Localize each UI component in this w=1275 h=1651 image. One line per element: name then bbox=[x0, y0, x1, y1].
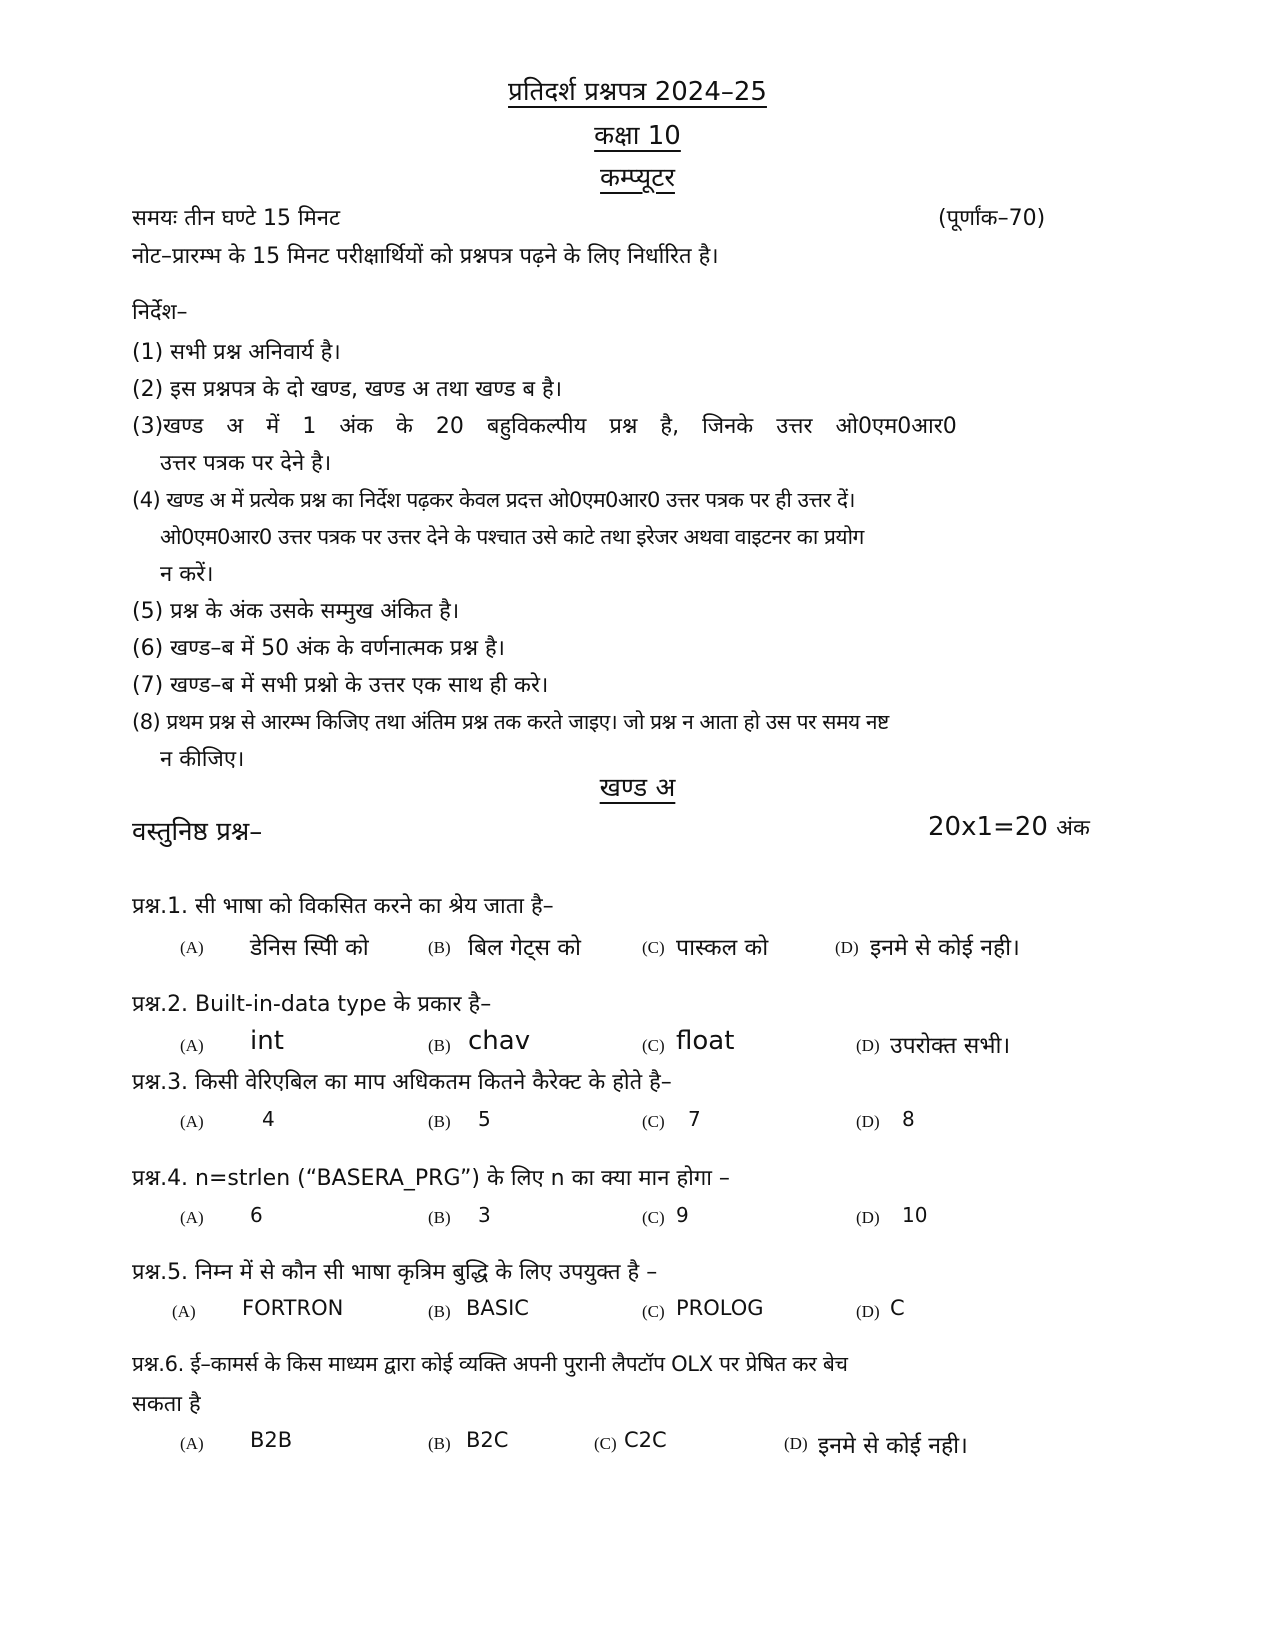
instruction-item: (5) प्रश्न के अंक उसके सम्मुख अंकित है। bbox=[132, 599, 460, 624]
instruction-item: (6) खण्ड–ब में 50 अंक के वर्णनात्मक प्रश्न है। bbox=[132, 636, 506, 661]
instructions-heading: निर्देश– bbox=[132, 300, 188, 325]
option-label: (D) bbox=[856, 1112, 880, 1131]
paper-title: प्रतिदर्श प्रश्नपत्र 2024–25 bbox=[508, 77, 767, 107]
subject-title: कम्प्यूटर bbox=[600, 163, 675, 193]
option-value: 4 bbox=[262, 1107, 275, 1131]
reading-time-note: नोट–प्रारम्भ के 15 मिनट परीक्षार्थियों को प्रश्नपत्र पढ़ने के लिए निर्धारित है। bbox=[132, 244, 719, 269]
option-value: B2B bbox=[250, 1428, 293, 1452]
option-value: C2C bbox=[624, 1428, 667, 1452]
instruction-item: (2) इस प्रश्नपत्र के दो खण्ड, खण्ड अ तथा खण्ड ब है। bbox=[132, 377, 563, 402]
option-value: 5 bbox=[478, 1107, 491, 1131]
option-value: 7 bbox=[688, 1107, 701, 1131]
objective-heading: वस्तुनिष्ठ प्रश्न– bbox=[132, 817, 263, 847]
option-value: बिल गेट्स को bbox=[468, 935, 582, 961]
option-label: (D) bbox=[784, 1434, 808, 1453]
instruction-item: (1) सभी प्रश्न अनिवार्य है। bbox=[132, 340, 341, 365]
question-text: प्रश्न.2. Built-in-data type के प्रकार है– bbox=[132, 992, 492, 1017]
option-label: (D) bbox=[856, 1302, 880, 1321]
question-text: प्रश्न.1. सी भाषा को विकसित करने का श्रेय जाता है– bbox=[132, 894, 554, 919]
option-label: (C) bbox=[642, 938, 665, 957]
option-label: (B) bbox=[428, 938, 451, 957]
option-value: 6 bbox=[250, 1203, 263, 1227]
option-value: उपरोक्त सभी। bbox=[890, 1033, 1011, 1059]
instruction-item: उत्तर पत्रक पर देने है। bbox=[160, 451, 332, 476]
instruction-item: (8) प्रथम प्रश्न से आरम्भ किजिए तथा अंतिम प्रश्न तक करते जाइए। जो प्रश्न न आता हो उस पर समय नष्ट bbox=[132, 710, 889, 734]
option-value: chav bbox=[468, 1026, 531, 1056]
option-value: BASIC bbox=[466, 1296, 529, 1320]
option-label: (B) bbox=[428, 1208, 451, 1227]
option-label: (A) bbox=[180, 938, 204, 957]
option-value: 9 bbox=[676, 1203, 689, 1227]
option-value: int bbox=[250, 1026, 284, 1056]
option-label: (A) bbox=[180, 1208, 204, 1227]
option-label: (C) bbox=[642, 1208, 665, 1227]
time-info: समयः तीन घण्टे 15 मिनट bbox=[132, 206, 341, 231]
instruction-item: न करें। bbox=[160, 562, 214, 587]
option-label: (C) bbox=[642, 1302, 665, 1321]
section-title: खण्ड अ bbox=[599, 773, 676, 803]
option-label: (A) bbox=[172, 1302, 196, 1321]
option-value: 3 bbox=[478, 1203, 491, 1227]
option-value: PROLOG bbox=[676, 1296, 764, 1320]
option-value: इनमे से कोई नही। bbox=[818, 1433, 968, 1459]
option-label: (A) bbox=[180, 1434, 204, 1453]
instruction-item: (3)खण्ड अ में 1 अंक के 20 बहुविकल्पीय प्रश्न है, जिनके उत्तर ओ0एम0आर0 bbox=[132, 414, 957, 439]
option-label: (D) bbox=[856, 1208, 880, 1227]
option-label: (D) bbox=[856, 1036, 880, 1055]
marks-formula: 20x1=20 bbox=[928, 812, 1048, 842]
option-value: C bbox=[890, 1296, 905, 1320]
option-value: B2C bbox=[466, 1428, 509, 1452]
option-value: FORTRON bbox=[242, 1296, 344, 1320]
question-text: प्रश्न.6. ई–कामर्स के किस माध्यम द्वारा कोई व्यक्ति अपनी पुरानी लैपटॉप OLX पर प्रेषित कर बेच bbox=[132, 1352, 848, 1376]
option-label: (C) bbox=[594, 1434, 617, 1453]
marks-unit: अंक bbox=[1056, 816, 1090, 841]
instruction-item: ओ0एम0आर0 उत्तर पत्रक पर उत्तर देने के पश्चात उसे काटे तथा इरेजर अथवा वाइटनर का प्रयोग bbox=[160, 525, 864, 549]
option-value: डेनिस स्पिी को bbox=[250, 935, 369, 961]
option-label: (C) bbox=[642, 1112, 665, 1131]
instruction-item: न कीजिए। bbox=[160, 747, 245, 772]
option-value: 8 bbox=[902, 1107, 915, 1131]
question-text: प्रश्न.4. n=strlen (“BASERA_PRG”) के लिए n का क्या मान होगा – bbox=[132, 1166, 730, 1191]
instructions-list bbox=[132, 334, 1132, 778]
option-value: float bbox=[676, 1026, 735, 1056]
instruction-item: (4) खण्ड अ में प्रत्येक प्रश्न का निर्देश पढ़कर केवल प्रदत्त ओ0एम0आर0 उत्तर पत्रक पर ही उत्तर दें। bbox=[132, 488, 855, 512]
question-text-continued: सकता है bbox=[132, 1392, 201, 1417]
max-marks: (पूर्णांक–70) bbox=[938, 206, 1046, 231]
option-label: (A) bbox=[180, 1036, 204, 1055]
option-value: 10 bbox=[902, 1203, 928, 1227]
option-label: (B) bbox=[428, 1302, 451, 1321]
option-label: (A) bbox=[180, 1112, 204, 1131]
option-label: (C) bbox=[642, 1036, 665, 1055]
option-value: पास्कल को bbox=[676, 935, 769, 961]
option-label: (B) bbox=[428, 1112, 451, 1131]
option-label: (D) bbox=[835, 938, 859, 957]
option-label: (B) bbox=[428, 1036, 451, 1055]
option-value: इनमे से कोई नही। bbox=[870, 935, 1020, 961]
option-label: (B) bbox=[428, 1434, 451, 1453]
question-text: प्रश्न.3. किसी वेरिएबिल का माप अधिकतम कितने कैरेक्ट के होते है– bbox=[132, 1070, 672, 1095]
question-text: प्रश्न.5. निम्न में से कौन सी भाषा कृत्रिम बुद्धि के लिए उपयुक्त है – bbox=[132, 1260, 658, 1285]
class-title: कक्षा 10 bbox=[594, 121, 681, 151]
instruction-item: (7) खण्ड–ब में सभी प्रश्नो के उत्तर एक साथ ही करे। bbox=[132, 673, 549, 698]
section-marks bbox=[928, 812, 1090, 842]
